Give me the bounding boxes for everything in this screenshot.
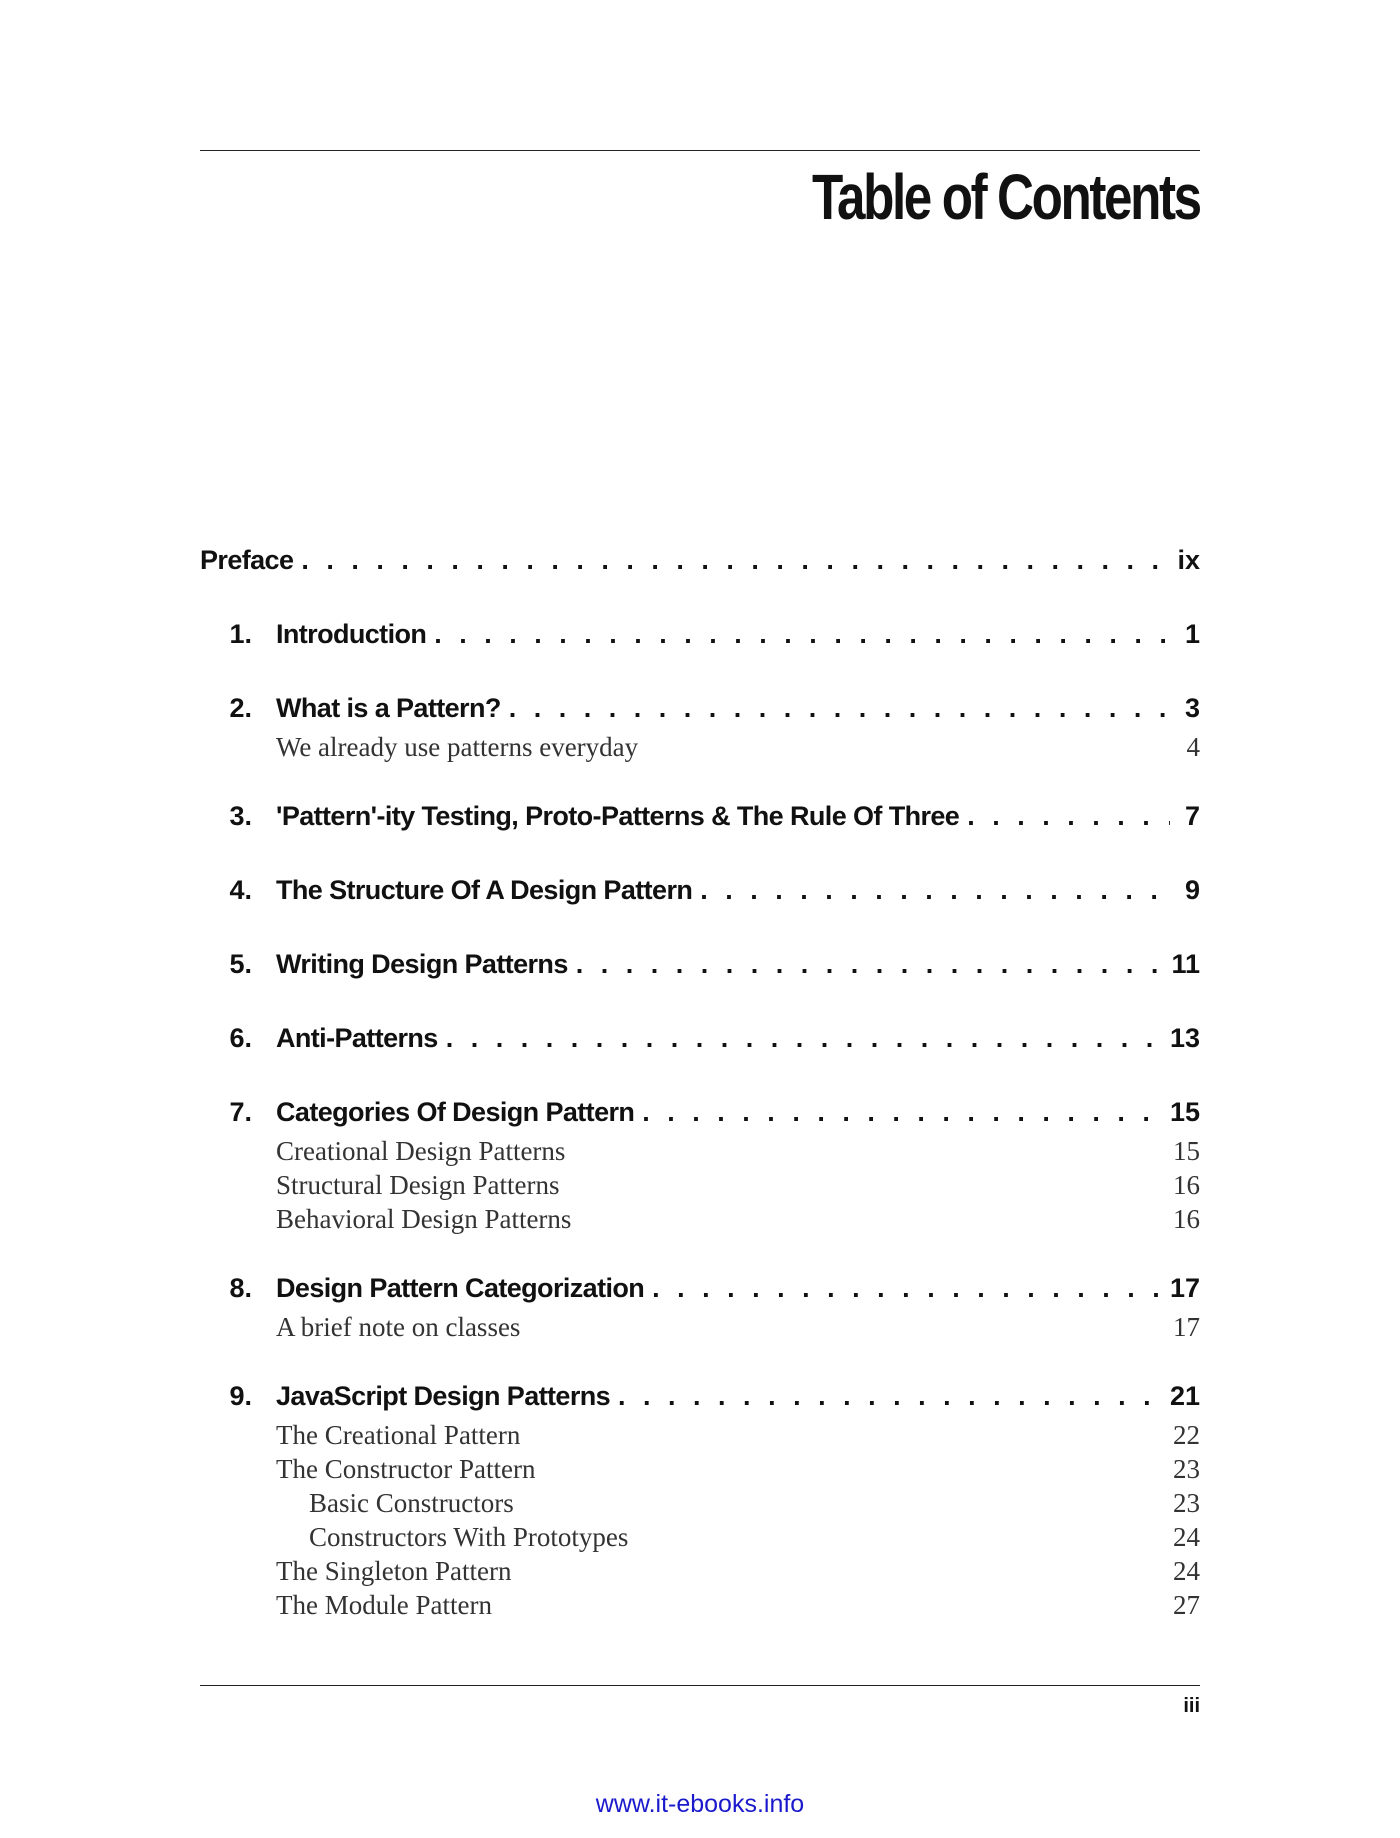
table-of-contents (200, 538, 1200, 1622)
entry-gap (200, 1060, 1200, 1090)
toc-chapter-row[interactable] (200, 1374, 1200, 1418)
chapter-page-number: 7 (1184, 801, 1200, 831)
toc-section-row[interactable] (200, 1486, 1200, 1520)
toc-section-row[interactable] (200, 1418, 1200, 1452)
toc-chapter-row[interactable] (200, 686, 1200, 730)
chapter-title: The Structure Of A Design Pattern (276, 875, 693, 905)
dot-leader (967, 794, 1170, 838)
dot-leader (509, 686, 1170, 730)
toc-entry (200, 1090, 1200, 1236)
chapter-title: 'Pattern'-ity Testing, Proto-Patterns & The Rule Of Three (276, 801, 960, 831)
section-title: Creational Design Patterns (276, 1136, 566, 1166)
chapter-title: Writing Design Patterns (276, 949, 568, 979)
section-page-number: 4 (1186, 732, 1200, 762)
section-title: We already use patterns everyday (276, 732, 639, 762)
entry-gap (200, 912, 1200, 942)
footer-link[interactable]: www.it-ebooks.info (595, 1790, 805, 1818)
chapter-number: 1. (229, 619, 252, 649)
toc-section-row[interactable] (200, 730, 1200, 764)
entry-gap (200, 764, 1200, 794)
toc-chapter-row[interactable] (200, 612, 1200, 656)
chapter-page-number: ix (1177, 545, 1200, 575)
chapter-title: What is a Pattern? (276, 693, 501, 723)
toc-section-row[interactable] (200, 1554, 1200, 1588)
toc-entry (200, 686, 1200, 764)
top-rule (200, 150, 1200, 151)
section-page-number: 15 (1173, 1136, 1200, 1166)
section-page-number: 23 (1173, 1454, 1200, 1484)
toc-entry (200, 538, 1200, 582)
section-page-number: 17 (1173, 1312, 1200, 1342)
chapter-number: 6. (229, 1023, 252, 1053)
chapter-number: 3. (229, 801, 252, 831)
toc-chapter-row[interactable] (200, 794, 1200, 838)
bottom-rule (200, 1685, 1200, 1686)
dot-leader (652, 1266, 1162, 1310)
toc-chapter-row[interactable] (200, 538, 1200, 582)
chapter-page-number: 11 (1171, 949, 1200, 979)
section-title: Constructors With Prototypes (309, 1522, 629, 1552)
section-page-number: 24 (1173, 1556, 1200, 1586)
page-number: iii (1183, 1695, 1200, 1717)
section-title: The Constructor Pattern (276, 1454, 536, 1484)
toc-chapter-row[interactable] (200, 1090, 1200, 1134)
section-title: Structural Design Patterns (276, 1170, 560, 1200)
chapter-page-number: 9 (1184, 875, 1200, 905)
dot-leader (576, 942, 1164, 986)
entry-gap (200, 582, 1200, 612)
chapter-page-number: 1 (1184, 619, 1200, 649)
toc-entry (200, 868, 1200, 912)
toc-section-row[interactable] (200, 1310, 1200, 1344)
chapter-number: 9. (229, 1381, 252, 1411)
toc-section-row[interactable] (200, 1134, 1200, 1168)
dot-leader (700, 868, 1170, 912)
entry-gap (200, 1344, 1200, 1374)
chapter-title: Introduction (276, 619, 427, 649)
chapter-number: 8. (229, 1273, 252, 1303)
toc-entry (200, 612, 1200, 656)
chapter-page-number: 13 (1169, 1023, 1200, 1053)
entry-gap (200, 986, 1200, 1016)
section-page-number: 27 (1173, 1590, 1200, 1620)
section-page-number: 24 (1173, 1522, 1200, 1552)
toc-chapter-row[interactable] (200, 868, 1200, 912)
toc-section-row[interactable] (200, 1520, 1200, 1554)
chapter-page-number: 15 (1169, 1097, 1200, 1127)
page-title: Table of Contents (812, 161, 1200, 233)
dot-leader (618, 1374, 1162, 1418)
section-title: Basic Constructors (309, 1488, 514, 1518)
toc-section-row[interactable] (200, 1202, 1200, 1236)
entry-gap (200, 1236, 1200, 1266)
toc-section-row[interactable] (200, 1588, 1200, 1622)
toc-chapter-row[interactable] (200, 942, 1200, 986)
section-title: The Singleton Pattern (276, 1556, 512, 1586)
section-page-number: 16 (1173, 1170, 1200, 1200)
section-page-number: 23 (1173, 1488, 1200, 1518)
toc-section-row[interactable] (200, 1452, 1200, 1486)
section-page-number: 22 (1173, 1420, 1200, 1450)
chapter-title: Design Pattern Categorization (276, 1273, 645, 1303)
section-title: A brief note on classes (276, 1312, 521, 1342)
toc-entry (200, 794, 1200, 838)
chapter-title: Categories Of Design Pattern (276, 1097, 635, 1127)
chapter-title: Anti-Patterns (276, 1023, 438, 1053)
section-title: The Creational Pattern (276, 1420, 521, 1450)
dot-leader (434, 612, 1170, 656)
toc-entry (200, 1016, 1200, 1060)
toc-entry (200, 1266, 1200, 1344)
section-title: The Module Pattern (276, 1590, 492, 1620)
chapter-title: Preface (200, 545, 294, 575)
toc-entry (200, 1374, 1200, 1622)
entry-gap (200, 656, 1200, 686)
section-page-number: 16 (1173, 1204, 1200, 1234)
toc-chapter-row[interactable] (200, 1016, 1200, 1060)
toc-entry (200, 942, 1200, 986)
chapter-page-number: 17 (1169, 1273, 1200, 1303)
entry-gap (200, 838, 1200, 868)
chapter-page-number: 21 (1169, 1381, 1200, 1411)
chapter-number: 4. (229, 875, 252, 905)
toc-section-row[interactable] (200, 1168, 1200, 1202)
chapter-number: 5. (229, 949, 252, 979)
chapter-number: 2. (229, 693, 252, 723)
chapter-page-number: 3 (1184, 693, 1200, 723)
section-title: Behavioral Design Patterns (276, 1204, 572, 1234)
toc-chapter-row[interactable] (200, 1266, 1200, 1310)
chapter-number: 7. (229, 1097, 252, 1127)
dot-leader (642, 1090, 1162, 1134)
chapter-title: JavaScript Design Patterns (276, 1381, 611, 1411)
dot-leader (301, 538, 1169, 582)
dot-leader (446, 1016, 1162, 1060)
